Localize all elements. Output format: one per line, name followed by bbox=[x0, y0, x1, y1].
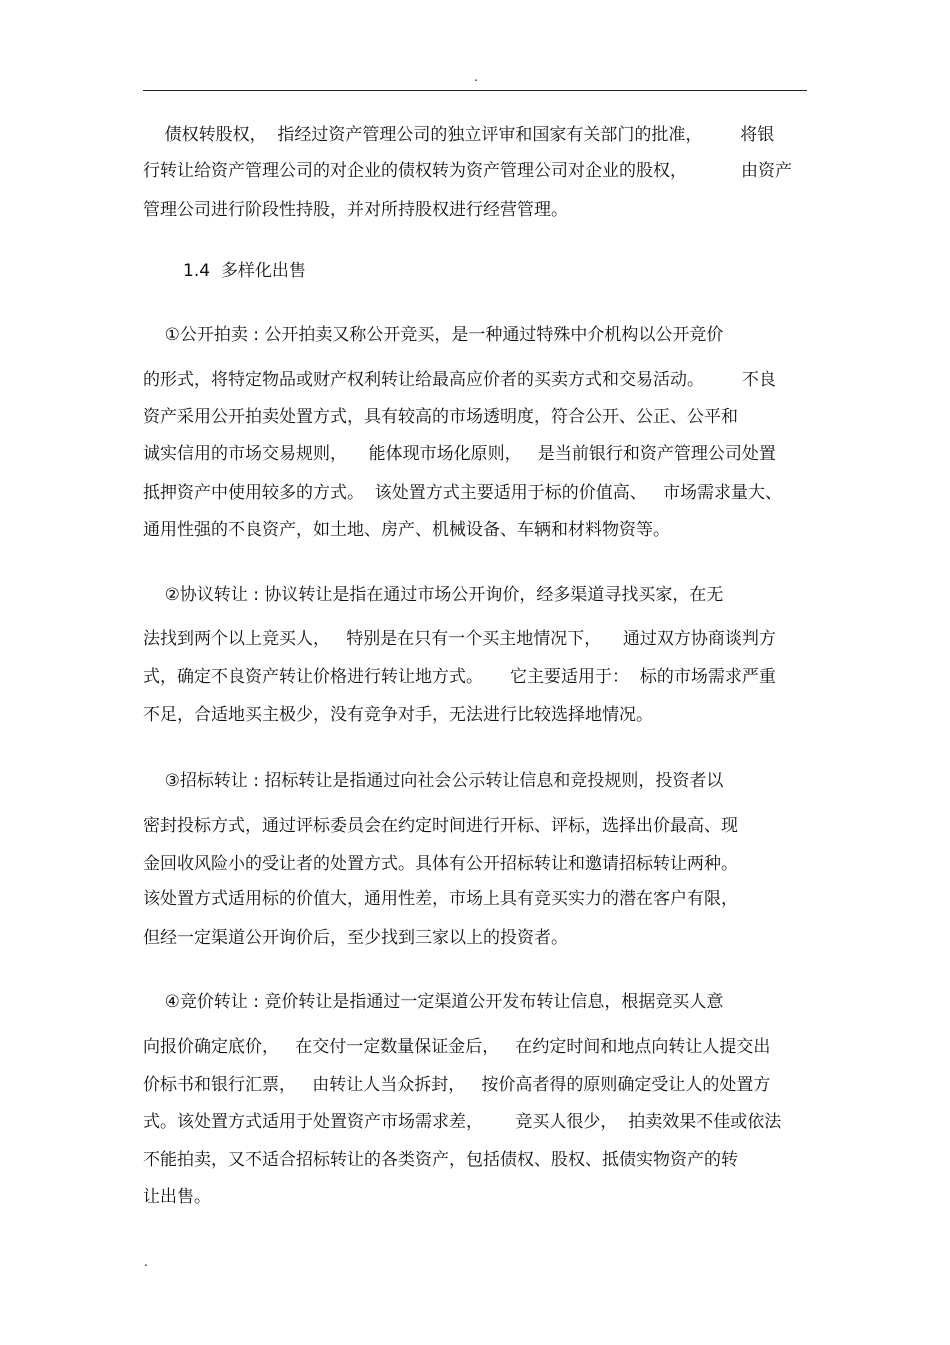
text-line: 行转让给资产管理公司的对企业的债权转为资产管理公司对企业的股权， 由资产 bbox=[143, 161, 793, 181]
text-line: ③招标转让 : 招标转让是指通过向社会公示转让信息和竞投规则，投资者以 bbox=[143, 771, 724, 791]
text-line: 管理公司进行阶段性持股，并对所持股权进行经营管理。 bbox=[143, 200, 568, 220]
text-line: 诚实信用的市场交易规则， 能体现市场化原则， 是当前银行和资产管理公司处置 bbox=[143, 444, 776, 464]
text-line: 密封投标方式，通过评标委员会在约定时间进行开标、评标，选择出价最高、现 bbox=[143, 816, 738, 836]
text-line: ④竞价转让 : 竞价转让是指通过一定渠道公开发布转让信息，根据竞买人意 bbox=[143, 992, 724, 1012]
text-line: 法找到两个以上竞买人， 特别是在只有一个买主地情况下， 通过双方协商谈判方 bbox=[143, 629, 776, 649]
text-line: 资产采用公开拍卖处置方式，具有较高的市场透明度，符合公开、公正、公平和 bbox=[143, 407, 738, 427]
text-line: 债权转股权， 指经过资产管理公司的独立评审和国家有关部门的批准， 将银 bbox=[143, 125, 775, 145]
text-line: 通用性强的不良资产，如土地、房产、机械设备、车辆和材料物资等。 bbox=[143, 520, 670, 540]
header-rule bbox=[143, 90, 807, 91]
text-line: 抵押资产中使用较多的方式。 该处置方式主要适用于标的价值高、 市场需求量大、 bbox=[143, 483, 783, 503]
text-line: ②协议转让 : 协议转让是指在通过市场公开询价，经多渠道寻找买家，在无 bbox=[143, 585, 724, 605]
footer-mark: . bbox=[144, 1255, 148, 1269]
text-line: 式。该处置方式适用于处置资产市场需求差， 竞买人很少， 拍卖效果不佳或依法 bbox=[143, 1112, 782, 1132]
header-mark: . bbox=[474, 70, 478, 84]
text-line: 不能拍卖，又不适合招标转让的各类资产，包括债权、股权、抵债实物资产的转 bbox=[143, 1150, 738, 1170]
text-line: 向报价确定底价， 在交付一定数量保证金后， 在约定时间和地点向转让人提交出 bbox=[143, 1037, 771, 1057]
text-line: 不足，合适地买主极少，没有竞争对手，无法进行比较选择地情况。 bbox=[143, 705, 653, 725]
text-line: ①公开拍卖 : 公开拍卖又称公开竞买，是一种通过特殊中介机构以公开竞价 bbox=[143, 325, 724, 345]
text-line: 让出售。 bbox=[143, 1187, 211, 1207]
section-title: 1.4 多样化出售 bbox=[183, 261, 306, 281]
text-line: 价标书和银行汇票， 由转让人当众拆封， 按价高者得的原则确定受让人的处置方 bbox=[143, 1075, 771, 1095]
text-line: 该处置方式适用标的价值大，通用性差，市场上具有竞买实力的潜在客户有限， bbox=[143, 889, 738, 909]
text-line: 式，确定不良资产转让价格进行转让地方式。 它主要适用于： 标的市场需求严重 bbox=[143, 667, 776, 687]
text-line: 但经一定渠道公开询价后，至少找到三家以上的投资者。 bbox=[143, 928, 568, 948]
text-line: 金回收风险小的受让者的处置方式。具体有公开招标转让和邀请招标转让两种。 bbox=[143, 854, 738, 874]
text-line: 的形式，将特定物品或财产权利转让给最高应价者的买卖方式和交易活动。 不良 bbox=[143, 370, 776, 390]
